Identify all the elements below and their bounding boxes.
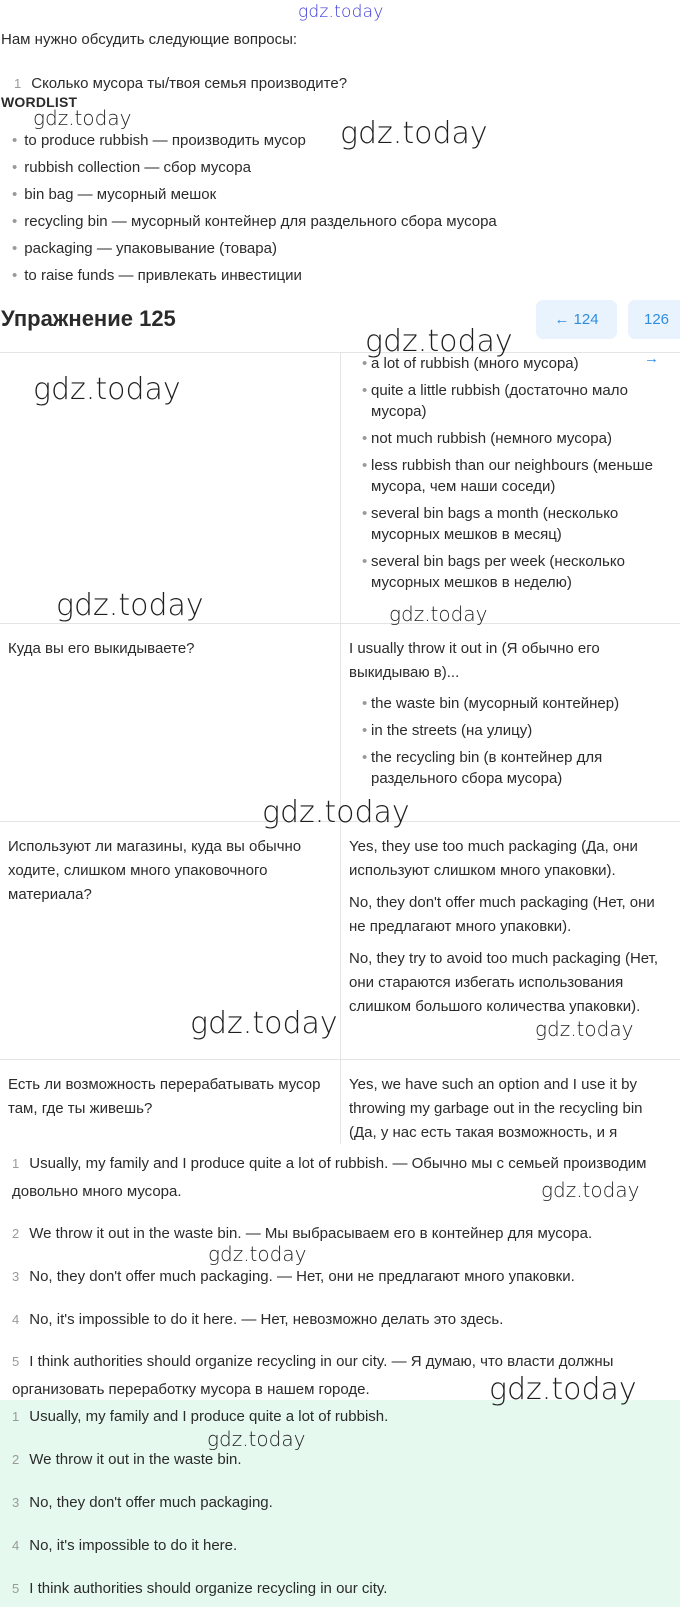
answer-text: I think authorities should organize recycling in our city. — Я думаю, что власти должны организовать переработку мусора в нашем городе.	[12, 1353, 614, 1398]
answer-number: 2	[12, 1452, 20, 1467]
answer-option: • a lot of rubbish (много мусора)	[349, 353, 672, 374]
watermark: gdz.today	[340, 116, 488, 151]
watermark: gdz.today	[33, 106, 132, 130]
wordlist-item: • recycling bin — мусорный контейнер для раздельного сбора мусора	[12, 208, 497, 235]
answer-number: 2	[12, 1226, 20, 1241]
watermark: gdz.today	[56, 588, 204, 623]
answer-option: • not much rubbish (немного мусора)	[349, 428, 672, 449]
question-cell	[0, 353, 341, 623]
watermark: gdz.today	[33, 372, 181, 407]
table-row	[0, 822, 680, 1060]
answer-paragraph: No, they try to avoid too much packaging (Нет, они стараются избегать использования слишком большого количества упаковки).	[349, 950, 659, 1015]
answer-item	[12, 1537, 237, 1554]
answer-option: • less rubbish than our neighbours (меньше мусора, чем наши соседи)	[349, 455, 672, 497]
answer-cell	[341, 353, 680, 623]
answer-text: We throw it out in the waste bin.	[29, 1451, 242, 1468]
answer-option: • several bin bags a month (несколько мусорных мешков в месяц)	[349, 503, 672, 545]
question-cell: Куда вы его выкидываете?	[0, 624, 341, 821]
wordlist-title: WORDLIST	[1, 94, 78, 110]
answer-option: • the recycling bin (в контейнер для раздельного сбора мусора)	[349, 747, 672, 789]
watermark: gdz.today	[541, 1178, 640, 1202]
answer-number: 1	[12, 1409, 20, 1424]
watermark: gdz.today	[535, 1017, 634, 1041]
answer-item	[12, 1150, 680, 1206]
prev-exercise-button[interactable]: ← 124	[536, 300, 617, 339]
answer-text: No, they don't offer much packaging. — Нет, они не предлагают много упаковки.	[29, 1268, 575, 1285]
wordlist-item: • bin bag — мусорный мешок	[12, 181, 497, 208]
answer-options	[349, 693, 672, 789]
answer-item	[12, 1306, 680, 1334]
question-number: 1	[14, 76, 22, 91]
answer-options	[349, 353, 672, 593]
table-row	[0, 353, 680, 624]
watermark: gdz.today	[262, 795, 410, 830]
question-cell: Есть ли возможность перерабатывать мусор там, где ты живешь?	[0, 1060, 341, 1144]
answer-item	[12, 1580, 387, 1597]
answer-number: 5	[12, 1354, 20, 1369]
answer-item	[12, 1451, 242, 1468]
answer-paragraph: No, they don't offer much packaging (Нет, они не предлагают много упаковки).	[349, 894, 655, 935]
answer-cell	[341, 624, 680, 821]
intro-text: Нам нужно обсудить следующие вопросы:	[1, 31, 298, 48]
question-cell: Используют ли магазины, куда вы обычно ходите, слишком много упаковочного материала?	[0, 822, 341, 1059]
answer-text: No, it's impossible to do it here.	[29, 1537, 238, 1554]
wordlist-item: • packaging — упаковывание (товара)	[12, 235, 497, 262]
wordlist-item: • to raise funds — привлекать инвестиции	[12, 262, 497, 289]
table-row	[0, 624, 680, 822]
exercise-title: Упражнение 125	[1, 306, 176, 331]
answer-option: • the waste bin (мусорный контейнер)	[349, 693, 672, 714]
answer-number: 3	[12, 1269, 20, 1284]
english-answers-panel	[0, 1400, 680, 1607]
intro-question	[14, 75, 347, 92]
watermark: gdz.today	[489, 1372, 637, 1407]
answer-number: 5	[12, 1581, 20, 1596]
answer-cell	[341, 822, 680, 1059]
answer-text: No, they don't offer much packaging.	[29, 1494, 273, 1511]
watermark: gdz.today	[207, 1427, 306, 1451]
answer-table	[0, 352, 680, 1144]
answer-option: • in the streets (на улицу)	[349, 720, 672, 741]
answer-paragraph: Yes, we have such an option and I use it by throwing my garbage out in the recycling bin (Да, у нас есть такая возможность, и я	[349, 1076, 643, 1141]
answer-text: No, it's impossible to do it here. — Нет, невозможно делать это здесь.	[29, 1311, 504, 1328]
wordlist	[12, 127, 497, 289]
wordlist-item: • to produce rubbish — производить мусор	[12, 127, 497, 154]
next-exercise-button[interactable]: 126 →	[628, 300, 680, 339]
answer-item	[12, 1220, 680, 1248]
table-row	[0, 1060, 680, 1144]
watermark-top: gdz.today	[298, 2, 384, 22]
answer-intro: I usually throw it out in (Я обычно его выкидываю в)...	[349, 640, 600, 681]
answer-option: • several bin bags per week (несколько мусорных мешков в неделю)	[349, 551, 672, 593]
watermark: gdz.today	[389, 602, 488, 626]
answer-text: Usually, my family and I produce quite a lot of rubbish. — Обычно мы с семьей производим довольно много мусора.	[12, 1155, 647, 1200]
watermark: gdz.today	[208, 1242, 307, 1266]
answer-item	[12, 1348, 680, 1404]
answer-number: 4	[12, 1538, 20, 1553]
answer-item	[12, 1263, 680, 1291]
answer-number: 1	[12, 1156, 20, 1171]
answer-text: We throw it out in the waste bin. — Мы выбрасываем его в контейнер для мусора.	[29, 1225, 593, 1242]
answer-number: 4	[12, 1312, 20, 1327]
answer-item	[12, 1494, 273, 1511]
watermark: gdz.today	[365, 324, 513, 359]
answer-text: Usually, my family and I produce quite a lot of rubbish.	[29, 1408, 389, 1425]
answer-paragraph: Yes, they use too much packaging (Да, они используют слишком много упаковки).	[349, 838, 638, 879]
answer-cell	[341, 1060, 680, 1144]
wordlist-item: • rubbish collection — сбор мусора	[12, 154, 497, 181]
answer-text: I think authorities should organize recycling in our city.	[29, 1580, 388, 1597]
answer-option: • quite a little rubbish (достаточно мало мусора)	[349, 380, 672, 422]
watermark: gdz.today	[190, 1006, 338, 1041]
question-text: Сколько мусора ты/твоя семья производите?	[31, 75, 348, 92]
answer-number: 3	[12, 1495, 20, 1510]
answer-item	[12, 1408, 388, 1425]
